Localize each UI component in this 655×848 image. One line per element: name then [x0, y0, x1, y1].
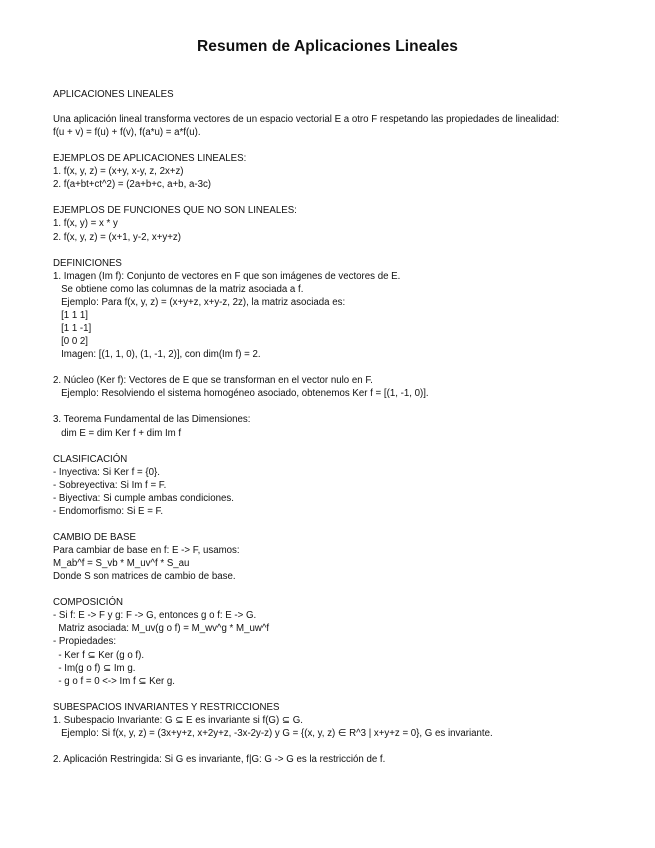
list-item: - Inyectiva: Si Ker f = {0}. — [53, 466, 160, 478]
section-cambio-de-base — [53, 531, 643, 583]
text-line: Se obtiene como las columnas de la matriz asociada a f. — [53, 283, 304, 295]
text-line: Donde S son matrices de cambio de base. — [53, 571, 236, 583]
text-line: dim E = dim Ker f + dim Im f — [53, 427, 182, 439]
text-line: 3. Teorema Fundamental de las Dimensiones: — [53, 414, 251, 426]
list-item: - Biyectiva: Si cumple ambas condiciones. — [53, 492, 234, 504]
list-item: - Endomorfismo: Si E = F. — [53, 505, 164, 517]
list-item: - Propiedades: — [53, 636, 117, 648]
section-no-lineales — [53, 204, 643, 243]
document-body — [53, 88, 643, 779]
text-line: 1. f(x, y, z) = (x+y, x-y, z, 2x+z) — [53, 166, 184, 178]
text-line: 1. Imagen (Im f): Conjunto de vectores en F que son imágenes de vectores de E. — [53, 270, 401, 282]
section-heading: SUBESPACIOS INVARIANTES Y RESTRICCIONES — [53, 701, 280, 713]
text-line: Imagen: [(1, 1, 0), (1, -1, 2)], con dim(Im f) = 2. — [53, 349, 261, 361]
list-item: - Ker f ⊆ Ker (g o f). — [53, 649, 145, 661]
list-item: - Sobreyectiva: Si Im f = F. — [53, 479, 167, 491]
section-definiciones — [53, 257, 643, 440]
text-line: Una aplicación lineal transforma vectores de un espacio vectorial E a otro F respetando las propiedades de linealidad: — [53, 114, 560, 126]
text-line: 2. f(a+bt+ct^2) = (2a+b+c, a+b, a-3c) — [53, 179, 212, 191]
text-line: 2. Aplicación Restringida: Si G es invariante, f|G: G -> G es la restricción de f. — [53, 753, 386, 765]
list-item: - Im(g o f) ⊆ Im g. — [53, 662, 136, 674]
text-line: 1. Subespacio Invariante: G ⊆ E es invariante si f(G) ⊆ G. — [53, 714, 303, 726]
section-heading: COMPOSICIÓN — [53, 597, 123, 609]
document-title: Resumen de Aplicaciones Lineales — [196, 38, 459, 55]
section-subespacios — [53, 701, 643, 766]
text-line: Matriz asociada: M_uv(g o f) = M_wv^g * M_uw^f — [53, 623, 270, 635]
section-heading: APLICACIONES LINEALES — [53, 89, 174, 100]
section-heading: DEFINICIONES — [53, 257, 122, 269]
text-line: Ejemplo: Resolviendo el sistema homogéneo asociado, obtenemos Ker f = [(1, -1, 0)]. — [53, 388, 429, 400]
list-item: - g o f = 0 <-> Im f ⊆ Ker g. — [53, 675, 175, 687]
text-line: Para cambiar de base en f: E -> F, usamos: — [53, 544, 240, 556]
text-line: M_ab^f = S_vb * M_uv^f * S_au — [53, 558, 190, 570]
section-heading: CLASIFICACIÓN — [53, 453, 128, 465]
text-line: f(u + v) = f(u) + f(v), f(a*u) = a*f(u). — [53, 127, 201, 139]
matrix-row: [1 1 1] — [53, 309, 89, 321]
section-heading: CAMBIO DE BASE — [53, 531, 136, 543]
text-line: Ejemplo: Para f(x, y, z) = (x+y+z, x+y-z, 2z), la matriz asociada es: — [53, 296, 346, 308]
section-heading: EJEMPLOS DE FUNCIONES QUE NO SON LINEALES: — [53, 205, 297, 217]
section-ejemplos-lineales — [53, 152, 643, 191]
list-item: - Si f: E -> F y g: F -> G, entonces g o f: E -> G. — [53, 610, 257, 622]
section-heading: EJEMPLOS DE APLICACIONES LINEALES: — [53, 153, 247, 165]
section-clasificacion — [53, 453, 643, 518]
text-line: 2. Núcleo (Ker f): Vectores de E que se transforman en el vector nulo en F. — [53, 375, 373, 387]
matrix-row: [0 0 2] — [53, 336, 89, 348]
text-line: Ejemplo: Si f(x, y, z) = (3x+y+z, x+2y+z, -3x-2y-z) y G = {(x, y, z) ∈ R^3 | x+y+z = 0}, G es invariante. — [53, 727, 493, 739]
matrix-row: [1 1 -1] — [53, 322, 92, 334]
section-aplicaciones-lineales — [53, 88, 643, 139]
section-composicion — [53, 596, 643, 688]
text-line: 2. f(x, y, z) = (x+1, y-2, x+y+z) — [53, 231, 181, 243]
text-line: 1. f(x, y) = x * y — [53, 218, 118, 230]
